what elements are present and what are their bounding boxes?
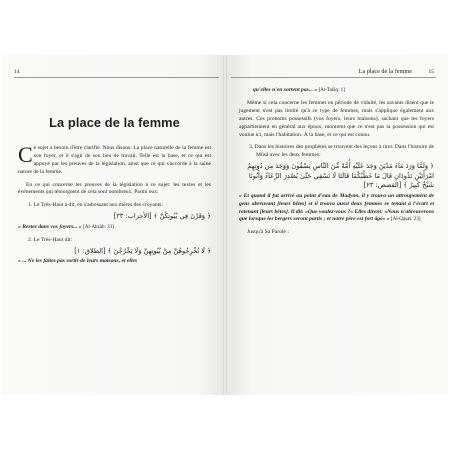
quote-1-text: « Restez dans vos foyers... »: [18, 223, 82, 230]
header-rule-right: [231, 77, 436, 78]
arabic-verse-2: ﴿ لَا تُخْرِجُوهُنَّ مِنْ بُيُوتِهِنَّ وَلَا يَخْرُجْنَ ﴾ [الطلاق: ١]: [74, 246, 211, 255]
intro-paragraph: [18, 141, 211, 177]
quote-3: [239, 193, 434, 225]
closing-line: Jusqu'à Sa Parole :: [247, 229, 289, 236]
explanation-paragraph: Même si cela concerne les femmes en période de viduité, les savants disent que le jugement n'est pas limité qu'à ce type de femmes, mais s'applique également aux autres. Ces pronoms possessifs (vos foyers, leurs maisons), sachant que les foyers appartiennent en général aux époux, montrent que ce n'est pas la possession qui est voulue ici, mais l'habitation. À la base, et ce qui est connu.: [239, 99, 434, 138]
chapter-title: La place de la femme: [49, 115, 180, 130]
book-spine: [223, 55, 227, 395]
quote-2-text: « ... Ne les faites pas sortir de leurs maisons, et elles: [18, 258, 138, 265]
quote-2-cont-text: qu'elles n'en sortent pas... »: [253, 87, 318, 93]
list-item-3: 3. Dans les histoires des prophètes se trouvent des leçons à tirer. Dans l'histoire de Mûsâ avec les deux femmes:: [249, 144, 434, 159]
arabic-verse-3: ﴿ وَلَمَّا وَرَدَ مَاءَ مَدْيَنَ وَجَدَ عَلَيْهِ أُمَّةً مِّنَ النَّاسِ يَسْقُونَ وَوَجَدَ مِن دُونِهِمُ امْرَأَتَيْنِ تَذُودَانِ قَالَ مَا خَطْبُكُمَا قَالَتَا لَا نَسْقِي حَتَّىٰ يُصْدِرَ الرِّعَاءُ وَأَبُونَا شَيْخٌ كَبِيرٌ ﴾ [القصص: ٢٣]: [247, 162, 434, 190]
quote-3-reference: [Al-Qasas: 23]: [390, 217, 421, 223]
page-number-left: 14: [14, 69, 20, 75]
intro-text: e sujet a besoin d'être clarifié. Nous disons: La place naturelle de la femme est son foyer, et il s'agit de son lieu de travail. Telle est la base, et ce qui est appuyé par les preuves de la législation, ainsi que ce qui s'accorde à la saine nature de la femme.: [18, 144, 211, 175]
list-item-1: 1. Le Très-Haut a dit, en s'adressant aux mères des croyants:: [28, 202, 163, 209]
quote-2-reference: [At-Talâq: 1]: [318, 88, 345, 93]
left-page: [2, 55, 225, 395]
running-head: La place de la femme: [358, 68, 412, 75]
arabic-verse-1: ﴿ وَقَرْنَ فِي بُيُوتِكُنَّ ﴾ [الأحزاب: ٣٣]: [113, 212, 211, 221]
quote-2-continued: [239, 87, 434, 95]
list-item-2: 2. Le Très-Haut dit:: [28, 236, 73, 243]
quote-1: [18, 224, 211, 232]
right-page: [225, 55, 448, 395]
drop-cap: C: [18, 141, 33, 167]
quote-3-text: « Et quand il fut arrivé au point d'eau de Madyan, il y trouva un attroupement de gens abreuvant [leurs bêtes] et il trouva aussi deux femmes se tenant à l'écart et retenant [leurs bêtes]. Il dit: «Que voulez-vous ?» Elles dirent: «Nous n'abreuverons que lorsque les bergers seront partis ; et notre père est fort âgé» »: [239, 192, 434, 223]
page-number-right: 15: [428, 69, 434, 75]
book-spread: [2, 55, 448, 395]
quote-1-reference: [Al-Ahzâb: 33]: [83, 224, 114, 230]
header-rule-left: [14, 77, 219, 78]
evidence-paragraph: En ce qui concerne les preuves de la législation à ce sujet: les textes et les événements qui témoignent de cela sont nombreux. Parmi eux:: [18, 181, 211, 196]
